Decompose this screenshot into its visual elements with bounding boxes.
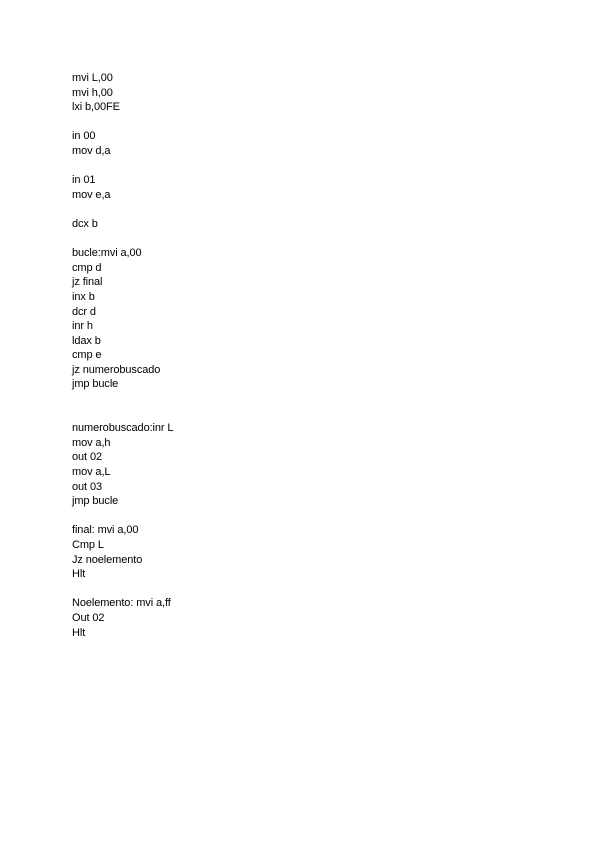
code-line: out 02 <box>72 451 102 464</box>
code-line: cmp d <box>72 261 102 274</box>
code-line: ldax b <box>72 334 101 347</box>
code-line: in 00 <box>72 130 96 143</box>
blank-line <box>72 232 173 247</box>
blank-line <box>72 509 173 524</box>
code-line: mvi h,00 <box>72 86 113 99</box>
code-line: jmp bucle <box>72 378 119 391</box>
blank-line <box>72 582 173 597</box>
code-line: mov e,a <box>72 188 111 201</box>
code-line: inx b <box>72 290 95 303</box>
code-line: numerobuscado:inr L <box>72 422 174 435</box>
code-line: jz final <box>72 276 103 289</box>
code-line: dcr d <box>72 305 96 318</box>
code-line: Noelemento: mvi a,ff <box>72 597 171 610</box>
code-line: mov d,a <box>72 144 111 157</box>
code-line: in 01 <box>72 174 96 187</box>
blank-line <box>72 115 173 130</box>
blank-line <box>72 407 173 422</box>
blank-line <box>72 392 173 407</box>
code-line: mov a,h <box>72 436 111 449</box>
code-line: jz numerobuscado <box>72 363 161 376</box>
blank-line <box>72 159 173 174</box>
code-line: cmp e <box>72 349 102 362</box>
code-line: bucle:mvi a,00 <box>72 247 142 260</box>
code-line: Hlt <box>72 568 86 581</box>
code-line: mvi L,00 <box>72 72 113 84</box>
code-line: jmp bucle <box>72 495 119 508</box>
code-line: Out 02 <box>72 611 105 624</box>
code-line: dcx b <box>72 217 98 230</box>
code-line: mov a,L <box>72 466 111 479</box>
code-line: Cmp L <box>72 539 104 551</box>
code-line: inr h <box>72 320 93 333</box>
code-line: lxi b,00FE <box>72 101 120 114</box>
assembly-code-listing <box>72 71 173 640</box>
code-line: out 03 <box>72 480 102 493</box>
code-line: Hlt <box>72 626 86 639</box>
blank-line <box>72 202 173 217</box>
code-line: final: mvi a,00 <box>72 524 139 537</box>
code-line: Jz noelemento <box>72 553 143 566</box>
